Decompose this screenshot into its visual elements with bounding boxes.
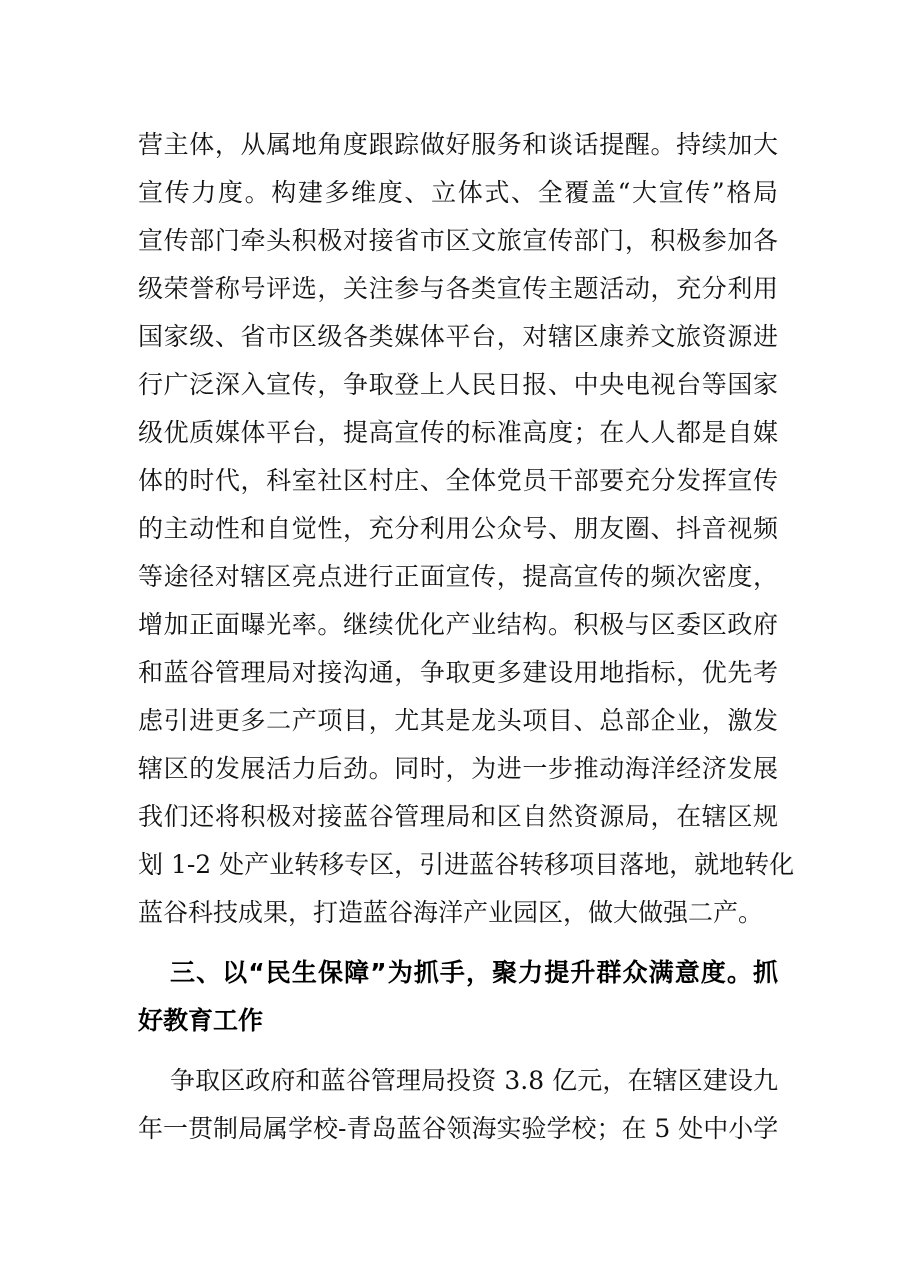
paragraph-line: 和蓝谷管理局对接沟通，争取更多建设用地指标，优先考 bbox=[138, 658, 778, 687]
paragraph-line: 宣传力度。构建多维度、立体式、全覆盖“大宣传”格局 bbox=[138, 178, 778, 207]
paragraph-line: 级优质媒体平台，提高宣传的标准高度；在人人都是自媒 bbox=[138, 418, 778, 447]
section-heading: 三、以“民生保障”为抓手，聚力提升群众满意度。抓 bbox=[170, 958, 778, 987]
paragraph-line: 的主动性和自觉性，充分利用公众号、朋友圈、抖音视频 bbox=[138, 514, 778, 543]
paragraph-line: 我们还将积极对接蓝谷管理局和区自然资源局，在辖区规 bbox=[138, 802, 778, 831]
paragraph-line: 级荣誉称号评选，关注参与各类宣传主题活动，充分利用 bbox=[138, 274, 778, 303]
paragraph-line: 辖区的发展活力后劲。同时，为进一步推动海洋经济发展 bbox=[138, 754, 778, 783]
section-heading: 好教育工作 bbox=[138, 1006, 264, 1035]
paragraph-line: 等途径对辖区亮点进行正面宣传，提高宣传的频次密度， bbox=[138, 562, 778, 591]
paragraph-line: 体的时代，科室社区村庄、全体党员干部要充分发挥宣传 bbox=[138, 466, 778, 495]
paragraph-line: 国家级、省市区级各类媒体平台，对辖区康养文旅资源进 bbox=[138, 322, 778, 351]
paragraph-line: 行广泛深入宣传，争取登上人民日报、中央电视台等国家 bbox=[138, 370, 778, 399]
paragraph-line: 宣传部门牵头积极对接省市区文旅宣传部门，积极参加各 bbox=[138, 226, 778, 255]
paragraph-line: 营主体，从属地角度跟踪做好服务和谈话提醒。持续加大 bbox=[138, 130, 778, 159]
paragraph-line: 争取区政府和蓝谷管理局投资 3.8 亿元，在辖区建设九 bbox=[170, 1066, 778, 1095]
paragraph-line: 蓝谷科技成果，打造蓝谷海洋产业园区，做大做强二产。 bbox=[138, 898, 764, 927]
paragraph-line: 划 1-2 处产业转移专区，引进蓝谷转移项目落地，就地转化 bbox=[138, 850, 795, 879]
paragraph-line: 虑引进更多二产项目，尤其是龙头项目、总部企业，激发 bbox=[138, 706, 778, 735]
paragraph-line: 年一贯制局属学校-青岛蓝谷领海实验学校；在 5 处中小学 bbox=[138, 1114, 779, 1143]
paragraph-line: 增加正面曝光率。继续优化产业结构。积极与区委区政府 bbox=[138, 610, 778, 639]
